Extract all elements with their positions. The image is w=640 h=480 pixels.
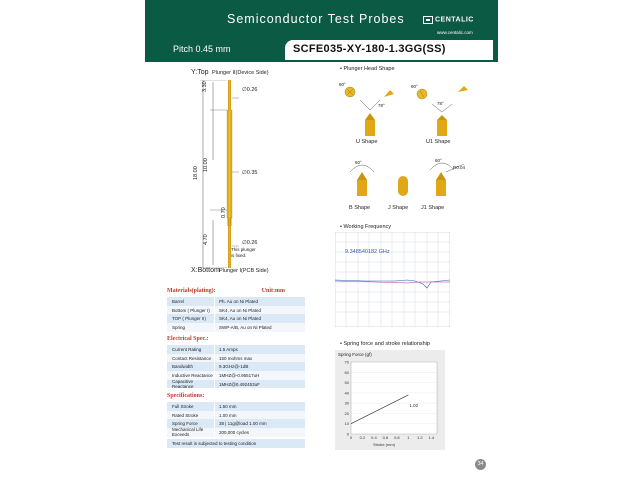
row-value: 1.00 mm: [215, 411, 305, 420]
x-tick-label: 0.2: [359, 435, 366, 440]
y-tick-label: 50: [344, 380, 349, 386]
row-key: Barrel: [167, 297, 214, 306]
row-key: Current Rating: [167, 345, 214, 354]
x-tick-label: 0.6: [382, 435, 389, 440]
test-note: Test result is subjected to testing condition: [167, 439, 305, 448]
row-value: 9.3GHz@-1dB: [215, 362, 305, 371]
specifications-table: [167, 393, 305, 448]
x-tick-label: 1.2: [417, 435, 423, 440]
force-annotation: 1.02: [409, 402, 419, 408]
u1-shape-label: U1 Shape: [426, 139, 451, 145]
row-value: 1.50 mm: [215, 402, 305, 411]
x-tick-label: 0.4: [371, 435, 377, 440]
b-shape-label: B Shape: [349, 205, 371, 211]
electrical-table: [167, 336, 305, 388]
angle-j1: 60°: [435, 158, 442, 163]
page-title: Semiconductor Test Probes: [227, 12, 405, 26]
dim-total: 18.00: [193, 166, 199, 180]
y-tick-label: 70: [344, 359, 349, 365]
electrical-title: Electrical Spec.:: [167, 336, 209, 342]
row-key: Contact Resistance: [167, 354, 214, 363]
table-row: [167, 297, 305, 306]
dim-top: 3.30: [202, 81, 208, 92]
spring-force-chart: [335, 350, 445, 450]
angle-u1-tip: 90°: [411, 84, 418, 89]
table-row: [167, 411, 305, 420]
row-value: SWP-A/B, Au on Ni Plated: [215, 323, 305, 332]
x-tick-label: 0: [349, 435, 353, 440]
fixed-note-1: This plunger: [231, 247, 256, 252]
bottom-label: X:Bottom: [191, 267, 220, 274]
force-xlabel: Stroke (mm): [373, 442, 395, 447]
row-key: Spring: [167, 323, 214, 332]
working-frequency-title: • Working Frequency: [340, 224, 392, 230]
y-tick-label: 20: [344, 410, 349, 416]
brand-name: CENTALIC: [435, 16, 474, 24]
x-tick-label: 0.8: [394, 435, 400, 440]
top-plunger-label: Plunger II(Device Side): [212, 70, 269, 76]
table-row: [167, 428, 305, 437]
plunger-head-title: • Plunger Head Shape: [340, 66, 395, 72]
logo-icon: [423, 16, 433, 24]
u-shape-label: U Shape: [356, 139, 378, 145]
table-row: [167, 314, 305, 323]
brand: [423, 11, 474, 35]
row-value: 1MHZ@-0.95517uH: [215, 371, 305, 380]
x-tick-label: 1: [407, 435, 410, 440]
row-key: Inductive Reactance: [167, 371, 214, 380]
dia-mid: ∅0.35: [242, 170, 258, 176]
dia-top: ∅0.26: [242, 87, 258, 93]
force-plot: [335, 350, 445, 450]
angle-u-tip: 90°: [339, 82, 346, 87]
j-shape-drawing: [398, 176, 408, 196]
row-value: 38 | 11g@load 1.00 mm: [215, 419, 305, 428]
r-j1: R0.04: [453, 165, 466, 170]
y-tick-label: 40: [344, 390, 349, 396]
row-key: Mechanical Life Exceeds: [167, 428, 214, 437]
page-number: 34: [475, 459, 486, 470]
row-value: Ph. Au on Ni Plated: [215, 297, 305, 306]
u-shape-drawing: [345, 87, 394, 136]
pitch-label: Pitch 0.45 mm: [173, 44, 231, 54]
row-key: Rated Stroke: [167, 411, 214, 420]
y-tick-label: 0: [346, 431, 349, 437]
angle-b: 60°: [355, 160, 362, 165]
angle-u: 78°: [378, 103, 385, 108]
j1-shape-label: J1 Shape: [421, 205, 445, 211]
row-value: 1MHZ@0.492453uF: [215, 380, 305, 389]
dia-bot: ∅0.26: [242, 240, 258, 246]
materials-table: [167, 288, 305, 332]
row-key: Full Stroke: [167, 402, 214, 411]
row-key: TOP ( Plunger II): [167, 314, 214, 323]
brand-url: www.centalic.com: [437, 30, 473, 35]
y-tick-label: 60: [344, 369, 349, 375]
frequency-plot: [335, 232, 450, 327]
row-key: Bandwidth: [167, 362, 214, 371]
header-banner: [145, 0, 498, 62]
frequency-readout: 9.348540182 GHz: [345, 249, 390, 255]
dim-mid: 10.00: [203, 158, 209, 172]
row-key: Capacitive Reactance: [167, 380, 214, 389]
table-row: [167, 402, 305, 411]
datasheet-page: [145, 0, 498, 480]
table-row: [167, 362, 305, 371]
dim-bottom: 4.70: [203, 234, 209, 245]
table-row: [167, 354, 305, 363]
specifications-title: Specifications:: [167, 393, 205, 399]
b-shape-drawing: [350, 165, 374, 196]
dim-small: 0.70: [221, 207, 227, 218]
model-number: SCFE035-XY-180-1.3GG(SS): [293, 43, 446, 55]
x-tick-label: 1.4: [428, 435, 435, 440]
table-row: [167, 306, 305, 315]
row-value: 150 mohms max: [215, 354, 305, 363]
row-key: Spring Force: [167, 419, 214, 428]
top-label: Y:Top: [191, 69, 209, 76]
u1-shape-drawing: [417, 86, 468, 136]
bottom-plunger-label: Plunger I(PCB Side): [219, 268, 269, 274]
spring-force-title: • Spring force and stroke relationship: [340, 341, 430, 347]
row-key: Bottom ( Plunger I): [167, 306, 214, 315]
force-ylabel: Spring Force (gf): [338, 352, 372, 357]
plot-area: [351, 362, 437, 434]
row-value: SK4, Au on Ni Plated: [215, 306, 305, 315]
unit-label: Unit:mm: [261, 288, 285, 294]
row-value: 200,000 cycles: [215, 428, 305, 437]
y-tick-label: 30: [344, 400, 349, 406]
table-row: [167, 323, 305, 332]
table-row: [167, 380, 305, 389]
row-value: SK4, Au on Ni Plated: [215, 314, 305, 323]
table-row: [167, 345, 305, 354]
angle-u1: 78°: [437, 101, 444, 106]
row-value: 1.5 Amps: [215, 345, 305, 354]
materials-title: [167, 288, 305, 297]
materials-heading: Materials(plating):: [167, 288, 216, 294]
fixed-note-2: is fixed.: [231, 253, 247, 258]
y-tick-label: 10: [344, 421, 349, 427]
j-shape-label: J Shape: [388, 205, 409, 211]
